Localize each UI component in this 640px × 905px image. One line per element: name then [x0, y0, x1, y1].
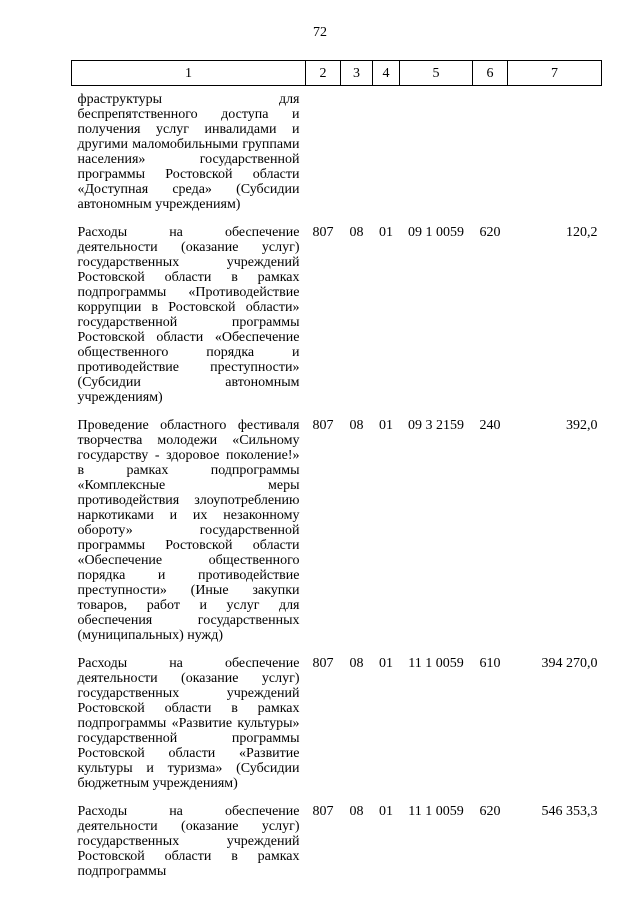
table-row [72, 804, 602, 892]
budget-table [71, 60, 602, 892]
header-col-2: 2 [306, 61, 341, 86]
header-col-7: 7 [508, 61, 602, 86]
header-row [72, 61, 602, 86]
page-number: 72 [313, 25, 327, 40]
subsection-code: 01 [379, 225, 393, 240]
header-col-6: 6 [473, 61, 508, 86]
row-description: Расходы на обеспечение деятельности (оказание услуг) государственных учреждений Ростовской области в рамках подпрограммы «Противодействие коррупции в Ростовской области» государственной программы Ростовской области «Обеспечение общественного порядка и противодействие преступности» (Субсидии автономным учреждениям) [77, 225, 300, 405]
target-item-code: 11 1 0059 [408, 656, 464, 671]
target-item-code: 09 1 0059 [408, 225, 464, 240]
header-col-1: 1 [72, 61, 306, 86]
table-row [72, 225, 602, 418]
section-code: 08 [349, 418, 364, 433]
amount: 546 353,3 [541, 804, 598, 819]
ministry-code: 807 [312, 225, 334, 240]
subsection-code: 01 [379, 804, 393, 819]
table-row [72, 418, 602, 656]
amount: 120,2 [566, 225, 598, 240]
table-row [72, 86, 602, 226]
amount: 392,0 [566, 418, 598, 433]
ministry-code: 807 [312, 656, 334, 671]
expense-type-code [473, 86, 508, 226]
header-col-4: 4 [373, 61, 400, 86]
section-code: 08 [349, 656, 364, 671]
table-row [72, 656, 602, 804]
target-item-code [400, 86, 473, 226]
section-code: 08 [349, 225, 364, 240]
row-description: фраструктуры для беспрепятственного доступа и получения услуг инвалидами и другими маломобильными группами населения» государственной программы Ростовской области «Доступная среда» (Субсидии автономным учреждениям) [77, 92, 300, 212]
section-code [341, 86, 373, 226]
expense-type-code: 620 [479, 225, 501, 240]
target-item-code: 11 1 0059 [408, 804, 464, 819]
row-description: Проведение областного фестиваля творчества молодежи «Сильному государству - здоровое поколение!» в рамках подпрограммы «Комплексные меры противодействия злоупотреблению наркотиками и их незаконному обороту» государственной программы Ростовской области «Обеспечение общественного порядка и противодействие преступности» (Иные закупки товаров, работ и услуг для обеспечения государственных (муниципальных) нужд) [77, 418, 300, 643]
header-col-3: 3 [341, 61, 373, 86]
ministry-code: 807 [312, 418, 334, 433]
header-col-5: 5 [400, 61, 473, 86]
row-description: Расходы на обеспечение деятельности (оказание услуг) государственных учреждений Ростовской области в рамках подпрограммы «Развитие культуры» государственной программы Ростовской области «Развитие культуры и туризма» (Субсидии бюджетным учреждениям) [77, 656, 300, 791]
subsection-code: 01 [379, 656, 393, 671]
subsection-code [373, 86, 400, 226]
row-description: Расходы на обеспечение деятельности (оказание услуг) государственных учреждений Ростовской области в рамках подпрограммы [77, 804, 300, 879]
subsection-code: 01 [379, 418, 393, 433]
expense-type-code: 240 [479, 418, 501, 433]
expense-type-code: 620 [479, 804, 501, 819]
section-code: 08 [349, 804, 364, 819]
amount: 394 270,0 [541, 656, 598, 671]
target-item-code: 09 3 2159 [408, 418, 464, 433]
amount [508, 86, 602, 226]
ministry-code: 807 [312, 804, 334, 819]
ministry-code [306, 86, 341, 226]
expense-type-code: 610 [479, 656, 501, 671]
